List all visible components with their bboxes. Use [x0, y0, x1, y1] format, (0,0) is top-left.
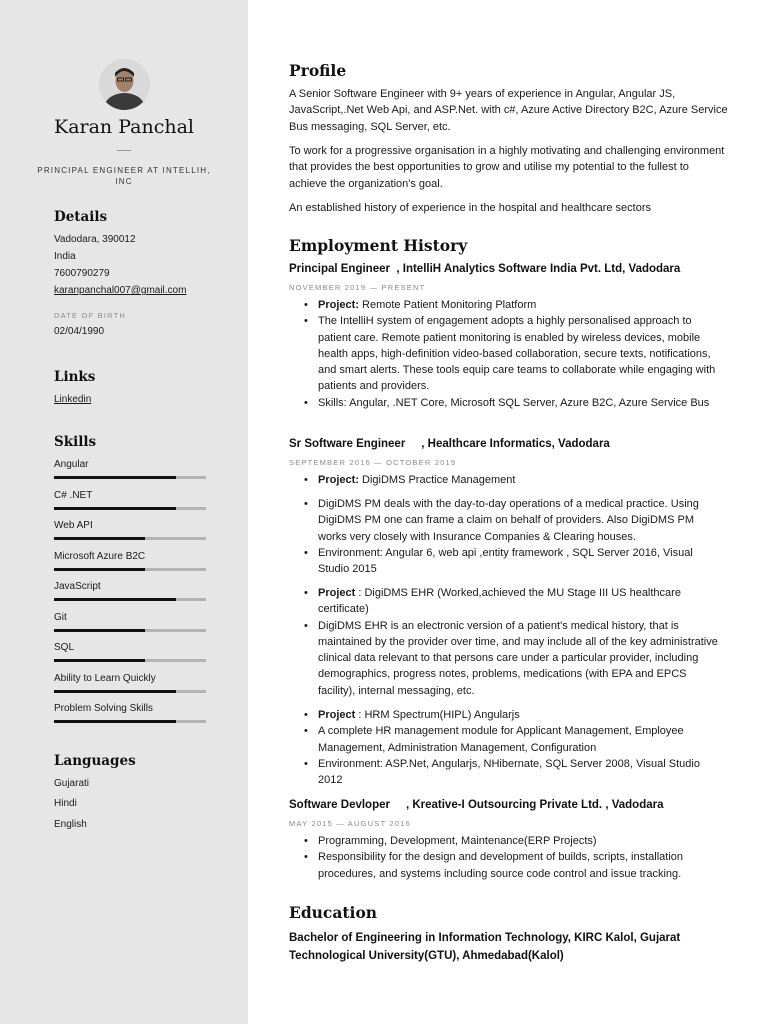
education-entry: Bachelor of Engineering in Information Technology, KIRC Kalol, Gujarat Technological University(GTU), Ahmedabad(Kalol) [289, 932, 681, 962]
bullet-item [300, 472, 720, 488]
linkedin-link[interactable]: Linkedin [54, 394, 92, 405]
bullet-text: Environment: Angular 6, web api ,entity framework , SQL Server 2016, Visual Studio 2015 [318, 546, 693, 576]
name-divider [117, 150, 131, 151]
skill-level-bar [54, 537, 206, 540]
skill-level-fill [54, 537, 145, 540]
sidebar [0, 0, 248, 1024]
avatar-photo [99, 59, 150, 110]
skill-name: JavaScript [54, 581, 101, 592]
bullet-item [300, 756, 720, 789]
skill-level-fill [54, 720, 176, 723]
skill-level-fill [54, 659, 145, 662]
bullet-item [300, 313, 720, 394]
job-bullets [300, 297, 720, 411]
avatar [99, 59, 150, 110]
skill-name: Web API [54, 520, 93, 531]
job-title: Principal Engineer , IntelliH Analytics Software India Pvt. Ltd, Vadodara [289, 263, 681, 275]
skill-level-bar [54, 629, 206, 632]
skill-level-fill [54, 598, 176, 601]
job-bullets [300, 472, 720, 488]
bullet-text: DigiDMS Practice Management [358, 474, 516, 486]
bullet-text: A complete HR management module for Applicant Management, Employee Management, Administration Management, Configuration [318, 725, 684, 754]
bullet-text: Environment: ASP.Net, Angularjs, NHibernate, SQL Server 2008, Visual Studio 2012 [318, 757, 700, 787]
bullet-item [300, 545, 720, 578]
skill-name: Ability to Learn Quickly [54, 672, 156, 684]
email-link[interactable]: karanpanchal007@gmail.com [54, 285, 187, 296]
skill-level-bar [54, 659, 206, 662]
job-title: Software Devloper , Kreative-I Outsourcing Private Ltd. , Vadodara [289, 799, 664, 811]
bullet-text: The IntelliH system of engagement adopts a highly personalised approach to patient care. Remote patient monitoring is enabled by wireless devices, mobile health apps, high-definition video-based collaboration, secure texts, notifications, and smart alerts. These tools equip care teams to collaborate while engaging with patients and providers. [318, 315, 716, 393]
skill-name: SQL [54, 642, 75, 653]
bullet-item [300, 833, 720, 849]
bullet-text: : DigiDMS EHR (Worked,achieved the MU Stage III US healthcare certificate) [318, 587, 681, 616]
phone: 7600790279 [54, 268, 110, 279]
bullet-item [300, 849, 720, 882]
skill-name: Microsoft Azure B2C [54, 550, 146, 562]
job-bullets [300, 585, 720, 699]
bullet-text: Skills: Angular, .NET Core, Microsoft SQL Server, Azure B2C, Azure Service Bus [318, 396, 710, 409]
job-dates: NOVEMBER 2019 — PRESENT [289, 283, 426, 292]
skill-level-fill [54, 476, 176, 479]
bullet-text: Responsibility for the design and development of builds, scripts, installation procedures, and systems including source code control and issue tracking. [318, 851, 684, 880]
bullet-item [300, 723, 720, 756]
bullet-item [300, 707, 720, 723]
profile-paragraph: A Senior Software Engineer with 9+ years of experience in Angular, Angular JS, JavaScript,.Net Web Api, and ASP.Net. with c#, Azure Active Directory B2C, Azure Service Bus messaging, SQL Server, etc. [289, 88, 728, 133]
details-heading: Details [54, 209, 108, 225]
person-title: PRINCIPAL ENGINEER AT INTELLIH, INC [37, 166, 211, 186]
bullet-bold: Project: [318, 474, 359, 486]
language-item: Hindi [54, 798, 77, 809]
bullet-item [300, 395, 720, 411]
bullet-bold: Project [318, 709, 356, 721]
job-dates: MAY 2015 — AUGUST 2016 [289, 819, 411, 828]
profile-heading: Profile [289, 61, 347, 80]
language-item: English [54, 819, 87, 830]
skill-level-bar [54, 476, 206, 479]
bullet-item [300, 585, 720, 618]
dob-value: 02/04/1990 [54, 326, 105, 337]
job-title: Sr Software Engineer , Healthcare Informatics, Vadodara [289, 438, 610, 450]
job-bullets [300, 833, 720, 882]
languages-heading: Languages [54, 753, 136, 769]
employment-heading: Employment History [289, 236, 468, 255]
job-dates: SEPTEMBER 2016 — OCTOBER 2019 [289, 458, 457, 467]
dob-label: DATE OF BIRTH [54, 311, 126, 320]
language-item: Gujarati [54, 778, 90, 789]
skill-level-fill [54, 568, 145, 571]
skill-level-fill [54, 507, 176, 510]
skill-name: C# .NET [54, 489, 93, 501]
bullet-text: : HRM Spectrum(HIPL) Angularjs [355, 709, 520, 721]
skill-level-bar [54, 690, 206, 693]
skill-level-bar [54, 598, 206, 601]
bullet-text: Programming, Development, Maintenance(ERP Projects) [318, 835, 597, 847]
skills-heading: Skills [54, 434, 97, 450]
bullet-item [300, 297, 720, 313]
profile-paragraph: An established history of experience in the hospital and healthcare sectors [289, 202, 651, 214]
links-heading: Links [54, 369, 96, 385]
country: India [54, 251, 76, 262]
job-bullets [300, 496, 720, 577]
skill-name: Git [54, 611, 67, 623]
education-heading: Education [289, 903, 378, 922]
bullet-text: DigiDMS EHR is an electronic version of a patient's medical history, that is maintained by the provider over time, and may include all of the key administrative clinical data relevant to that persons care under a particular provider, including demographics, progress notes, problems, medications (with EPA and EPCS facility), internal messaging, etc. [318, 619, 718, 697]
skill-level-bar [54, 507, 206, 510]
skill-level-fill [54, 690, 176, 693]
job-bullets [300, 707, 720, 788]
bullet-item [300, 618, 720, 699]
bullet-bold: Project [318, 587, 356, 599]
bullet-bold: Project: [318, 299, 359, 311]
bullet-item [300, 496, 720, 545]
skill-name: Angular [54, 459, 89, 470]
skill-level-bar [54, 720, 206, 723]
bullet-text: Remote Patient Monitoring Platform [358, 299, 537, 311]
bullet-text: DigiDMS PM deals with the day-to-day operations of a medical practice. Using DigiDMS PM one can frame a claim on behalf of providers. Also DigiDMS PM works very closely with Insurance Companies & Clearing houses. [318, 498, 699, 543]
address-line: Vadodara, 390012 [54, 234, 136, 245]
skill-level-bar [54, 568, 206, 571]
person-name: Karan Panchal [54, 116, 194, 138]
skill-level-fill [54, 629, 145, 632]
skill-name: Problem Solving Skills [54, 703, 153, 714]
profile-paragraph: To work for a progressive organisation in a highly motivating and challenging environment that provides the best opportunities to grow and utilise my potential to the fullest to achieve the organization's goal. [289, 145, 725, 190]
